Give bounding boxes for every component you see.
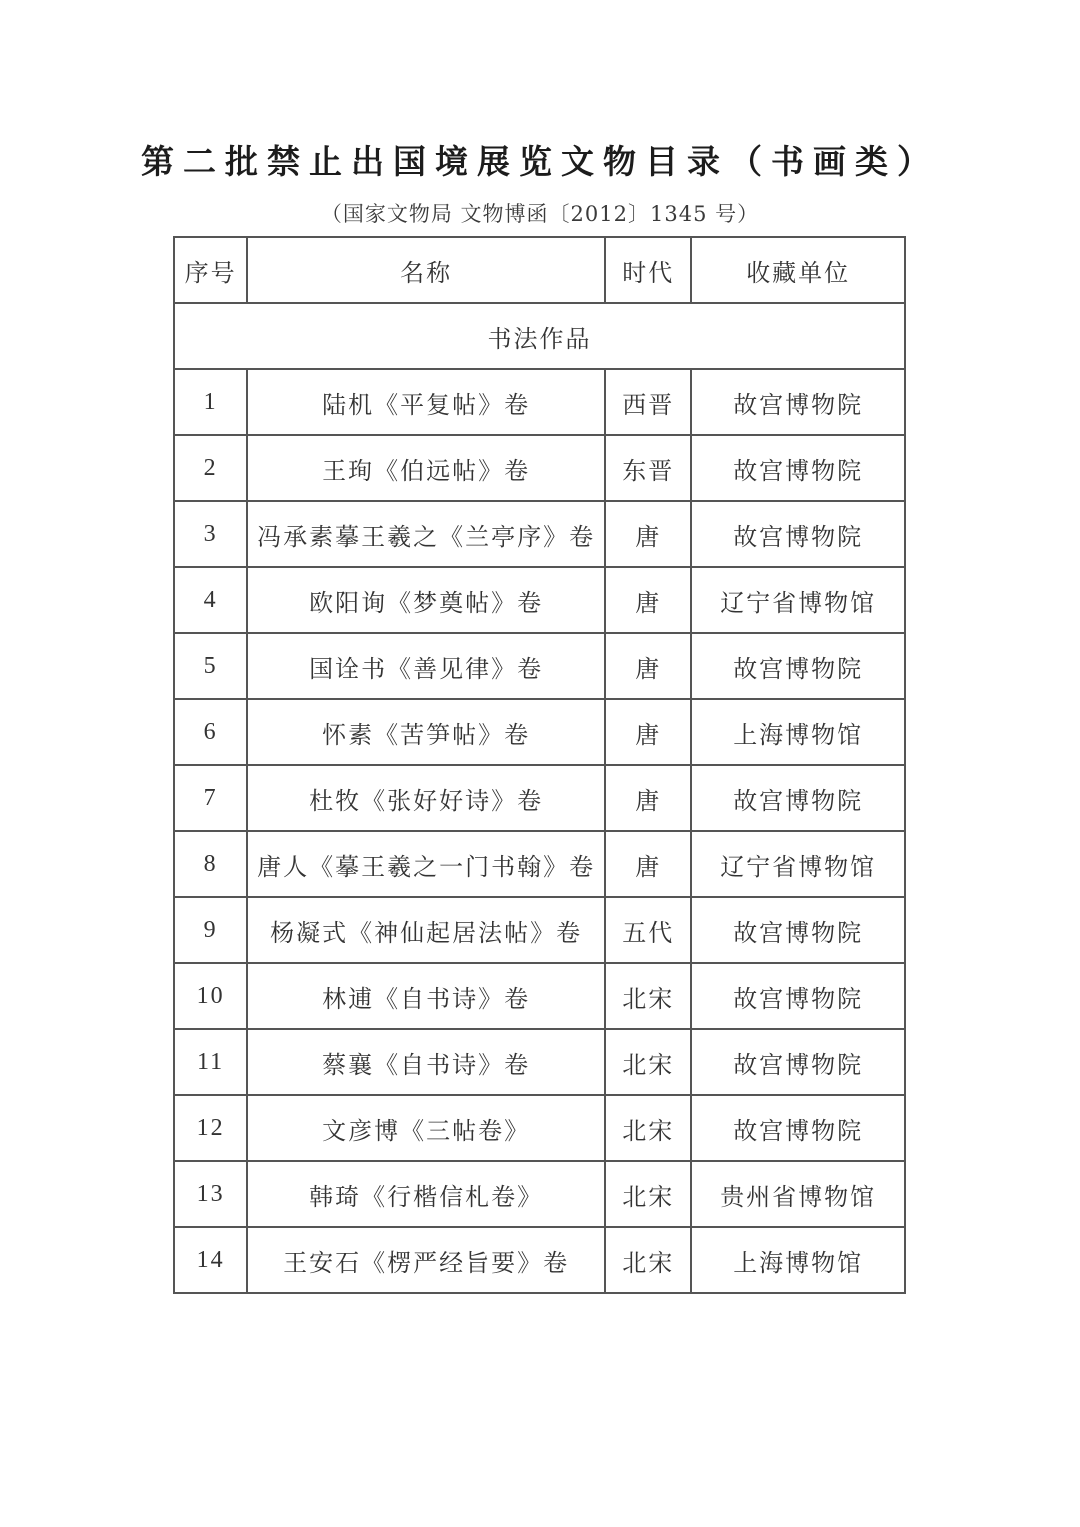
cell-no: 2 [174, 435, 247, 501]
cell-name: 国诠书《善见律》卷 [247, 633, 605, 699]
cell-no: 4 [174, 567, 247, 633]
cell-name: 欧阳询《梦奠帖》卷 [247, 567, 605, 633]
cell-era: 北宋 [605, 1227, 691, 1293]
cell-collection: 故宫博物院 [691, 897, 905, 963]
cell-no: 8 [174, 831, 247, 897]
cell-collection: 故宫博物院 [691, 963, 905, 1029]
table-row [174, 897, 905, 963]
document-title: 第二批禁止出国境展览文物目录（书画类） [141, 142, 939, 181]
cell-name: 蔡襄《自书诗》卷 [247, 1029, 605, 1095]
table-row [174, 567, 905, 633]
cell-collection: 故宫博物院 [691, 435, 905, 501]
cell-era: 唐 [605, 567, 691, 633]
table-row [174, 1161, 905, 1227]
cell-name: 冯承素摹王羲之《兰亭序》卷 [247, 501, 605, 567]
cell-collection: 故宫博物院 [691, 1029, 905, 1095]
section-title: 书法作品 [174, 303, 905, 369]
table-row [174, 1029, 905, 1095]
cell-name: 怀素《苦笋帖》卷 [247, 699, 605, 765]
cell-collection: 辽宁省博物馆 [691, 831, 905, 897]
cell-no: 3 [174, 501, 247, 567]
catalog-table [173, 236, 906, 1294]
table-row [174, 369, 905, 435]
cell-name: 王安石《楞严经旨要》卷 [247, 1227, 605, 1293]
cell-collection: 上海博物馆 [691, 1227, 905, 1293]
cell-collection: 故宫博物院 [691, 765, 905, 831]
table-row [174, 1227, 905, 1293]
cell-no: 11 [174, 1029, 247, 1095]
table-row [174, 699, 905, 765]
cell-collection: 故宫博物院 [691, 501, 905, 567]
cell-name: 王珣《伯远帖》卷 [247, 435, 605, 501]
table-row [174, 633, 905, 699]
cell-collection: 上海博物馆 [691, 699, 905, 765]
table-row [174, 963, 905, 1029]
catalog-body [174, 237, 905, 1293]
cell-era: 唐 [605, 501, 691, 567]
header-name: 名称 [247, 237, 605, 303]
cell-era: 唐 [605, 831, 691, 897]
cell-era: 北宋 [605, 1095, 691, 1161]
cell-era: 北宋 [605, 963, 691, 1029]
cell-collection: 故宫博物院 [691, 1095, 905, 1161]
cell-era: 北宋 [605, 1029, 691, 1095]
table-row [174, 1095, 905, 1161]
cell-no: 10 [174, 963, 247, 1029]
document-subtitle: （国家文物局 文物博函〔2012〕1345 号） [320, 202, 760, 226]
table-row [174, 435, 905, 501]
cell-no: 7 [174, 765, 247, 831]
cell-era: 唐 [605, 765, 691, 831]
cell-era: 唐 [605, 699, 691, 765]
cell-no: 1 [174, 369, 247, 435]
cell-no: 6 [174, 699, 247, 765]
table-row [174, 831, 905, 897]
cell-name: 唐人《摹王羲之一门书翰》卷 [247, 831, 605, 897]
cell-no: 5 [174, 633, 247, 699]
cell-collection: 辽宁省博物馆 [691, 567, 905, 633]
cell-era: 北宋 [605, 1161, 691, 1227]
cell-no: 13 [174, 1161, 247, 1227]
header-row [174, 237, 905, 303]
cell-no: 14 [174, 1227, 247, 1293]
table-row [174, 765, 905, 831]
cell-name: 陆机《平复帖》卷 [247, 369, 605, 435]
cell-era: 五代 [605, 897, 691, 963]
cell-name: 杨凝式《神仙起居法帖》卷 [247, 897, 605, 963]
header-no: 序号 [174, 237, 247, 303]
cell-name: 文彦博《三帖卷》 [247, 1095, 605, 1161]
table-row [174, 501, 905, 567]
cell-name: 韩琦《行楷信札卷》 [247, 1161, 605, 1227]
cell-collection: 贵州省博物馆 [691, 1161, 905, 1227]
cell-era: 唐 [605, 633, 691, 699]
cell-no: 9 [174, 897, 247, 963]
cell-name: 林逋《自书诗》卷 [247, 963, 605, 1029]
cell-collection: 故宫博物院 [691, 369, 905, 435]
cell-no: 12 [174, 1095, 247, 1161]
cell-era: 西晋 [605, 369, 691, 435]
cell-collection: 故宫博物院 [691, 633, 905, 699]
header-collection: 收藏单位 [691, 237, 905, 303]
cell-name: 杜牧《张好好诗》卷 [247, 765, 605, 831]
header-era: 时代 [605, 237, 691, 303]
cell-era: 东晋 [605, 435, 691, 501]
section-row [174, 303, 905, 369]
